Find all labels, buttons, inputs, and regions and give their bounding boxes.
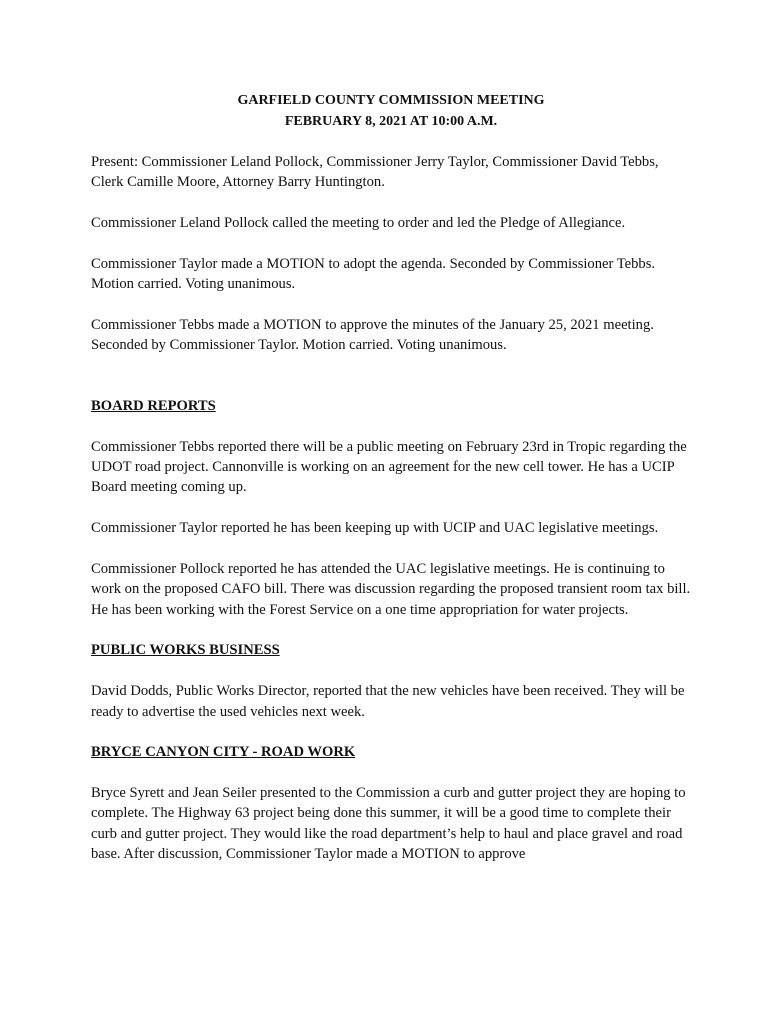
bryce-canyon-heading: BRYCE CANYON CITY - ROAD WORK: [91, 744, 356, 761]
section-spacer: [91, 376, 691, 396]
minutes-motion-paragraph: Commissioner Tebbs made a MOTION to approve the minutes of the January 25, 2021 meeting. Seconded by Commissioner Taylor. Motion carried. Voting unanimous.: [91, 316, 654, 354]
public-works-heading: PUBLIC WORKS BUSINESS: [91, 642, 280, 659]
public-works-paragraph: David Dodds, Public Works Director, reported that the new vehicles have been received. They will be ready to advertise the used vehicles next week.: [91, 683, 685, 720]
document-body: [91, 91, 691, 885]
board-report-pollock: Commissioner Pollock reported he has attended the UAC legislative meetings. He is continuing to work on the proposed CAFO bill. There was discussion regarding the proposed transient room tax bill. He has been working with the Forest Service on a one time appropriation for water projects.: [91, 561, 691, 618]
board-reports-heading: BOARD REPORTS: [91, 398, 216, 415]
agenda-motion-paragraph: Commissioner Taylor made a MOTION to adopt the agenda. Seconded by Commissioner Tebbs. Motion carried. Voting unanimous.: [91, 255, 656, 293]
call-to-order-paragraph: Commissioner Leland Pollock called the meeting to order and led the Pledge of Allegiance.: [91, 215, 626, 232]
bryce-canyon-paragraph: Bryce Syrett and Jean Seiler presented to the Commission a curb and gutter project they are hoping to complete. The Highway 63 project being done this summer, it will be a good time to complete their curb and gutter project. They would like the road department’s help to haul and place gravel and road base. After discussion, Commissioner Taylor made a MOTION to approve: [91, 785, 686, 863]
attendance-paragraph: Present: Commissioner Leland Pollock, Commissioner Jerry Taylor, Commissioner David Tebbs, Clerk Camille Moore, Attorney Barry Huntington.: [91, 154, 659, 191]
title-line-1: GARFIELD COUNTY COMMISSION MEETING: [237, 93, 545, 108]
meeting-title: [91, 91, 691, 132]
board-report-taylor: Commissioner Taylor reported he has been keeping up with UCIP and UAC legislative meetings.: [91, 520, 659, 537]
board-report-tebbs: Commissioner Tebbs reported there will be a public meeting on February 23rd in Tropic regarding the UDOT road project. Cannonville is working on an agreement for the new cell tower. He has a UCIP Board meeting coming up.: [91, 438, 687, 496]
title-line-2: FEBRUARY 8, 2021 AT 10:00 A.M.: [284, 113, 498, 129]
